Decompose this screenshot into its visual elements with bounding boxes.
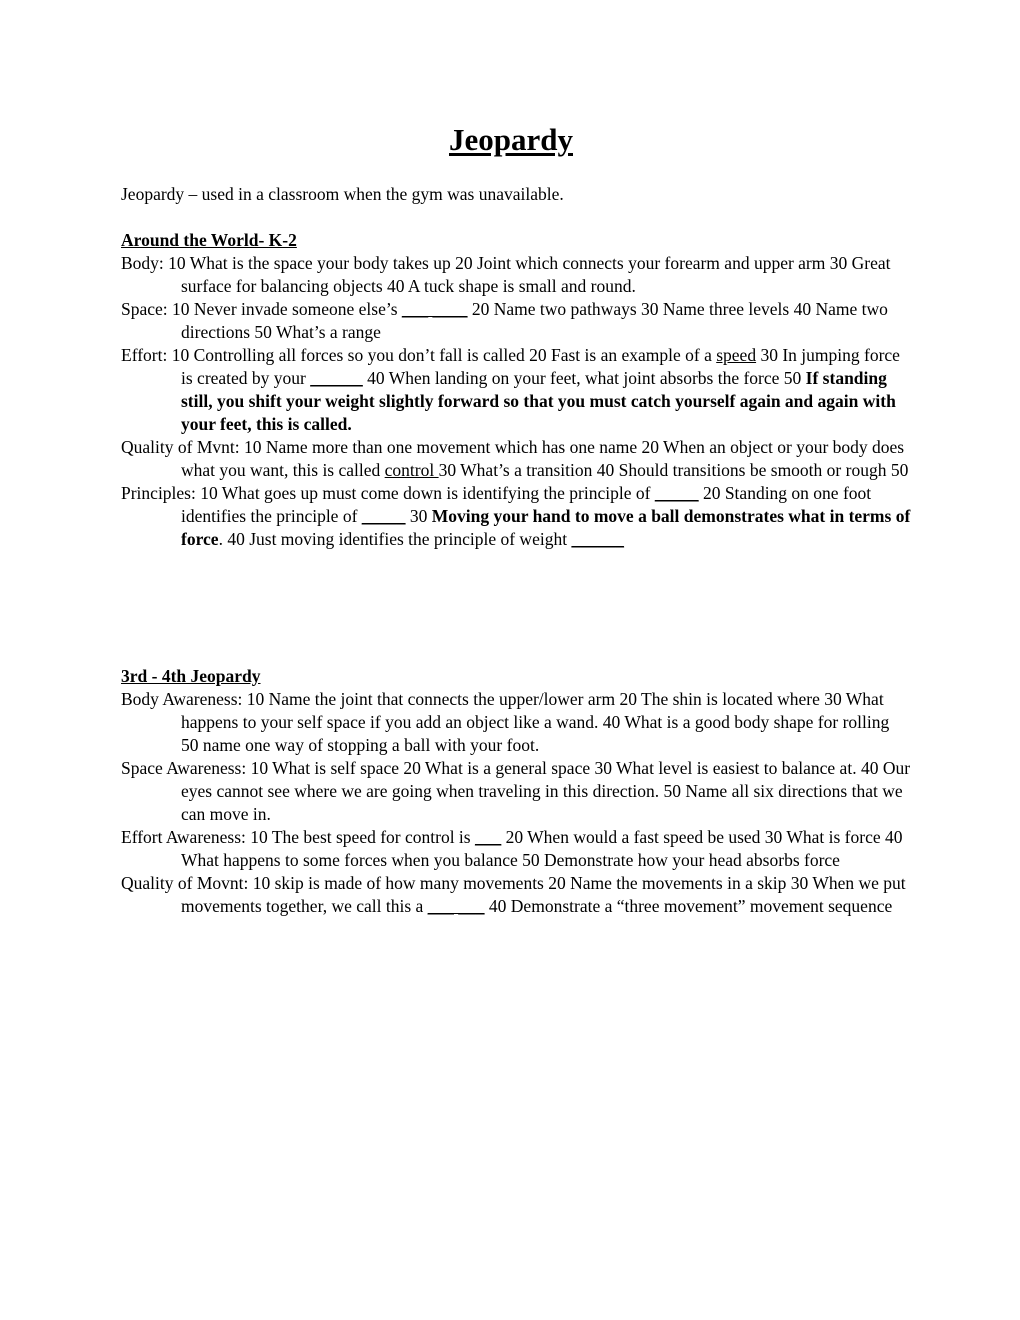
entry-text: 40 When landing on your feet, what joint absorbs the force 50	[362, 368, 806, 388]
question-entry	[121, 344, 911, 436]
entry-text: Quality of Movnt: 10 skip is made of how many movements 20 Name the movements in a skip 30 When we put movements together, we call this a	[121, 873, 906, 916]
entry-text: 30	[405, 506, 432, 526]
underlined-text: ___ ____	[401, 299, 468, 319]
section-entries	[121, 252, 911, 551]
entry-text: Space Awareness: 10 What is self space 20 What is a general space 30 What level is easiest to balance at. 40 Our eyes cannot see where we are going when traveling in this direction. 50 Name all six directions that we can move in.	[121, 758, 911, 824]
section-heading: 3rd - 4th Jeopardy	[121, 666, 261, 686]
underlined-text: ______	[310, 368, 363, 388]
bold-text: Moving your hand to move a ball demonstrates what in terms of force	[181, 506, 911, 549]
entry-text: . 40 Just moving identifies the principle of weight	[218, 529, 572, 549]
entry-text: Space: 10 Never invade someone else’s	[121, 299, 402, 319]
question-entry	[121, 757, 911, 826]
entry-text: 30 In jumping force is created by your	[181, 345, 900, 388]
entry-text: 30 What’s a transition 40 Should transitions be smooth or rough 50	[438, 460, 909, 480]
intro-text: Jeopardy – used in a classroom when the gym was unavailable.	[121, 184, 564, 204]
underlined-text: ______	[571, 529, 624, 549]
entry-text: Body Awareness: 10 Name the joint that connects the upper/lower arm 20 The shin is located where 30 What happens to your self space if you add an object like a wand. 40 What is a good body shape for rolling 50 name one way of stopping a ball with your foot.	[121, 689, 890, 755]
underlined-text: ___	[474, 827, 502, 847]
question-entry	[121, 688, 911, 757]
entry-text: Principles: 10 What goes up must come down is identifying the principle of	[121, 483, 655, 503]
question-entry	[121, 252, 911, 298]
section-3rd-4th-jeopardy	[121, 665, 911, 918]
entry-text: Body: 10 What is the space your body takes up 20 Joint which connects your forearm and upper arm 30 Great surface for balancing objects 40 A tuck shape is small and round.	[121, 253, 891, 296]
question-entry	[121, 872, 911, 918]
underlined-text: control	[384, 460, 439, 480]
entry-text: Quality of Mvnt: 10 Name more than one movement which has one name 20 When an object or your body does what you want, this is called	[121, 437, 905, 480]
underlined-text: _____	[654, 483, 699, 503]
entry-text: Effort: 10 Controlling all forces so you don’t fall is called 20 Fast is an example of a	[121, 345, 717, 365]
entry-text: 20 Standing on one foot identifies the principle of	[181, 483, 872, 526]
underlined-text: _____	[361, 506, 406, 526]
question-entry	[121, 436, 911, 482]
section-entries	[121, 688, 911, 918]
entry-text: Effort Awareness: 10 The best speed for control is	[121, 827, 475, 847]
section-heading: Around the World- K-2	[121, 230, 297, 250]
question-entry	[121, 298, 911, 344]
entry-text: 40 Demonstrate a “three movement” movement sequence	[484, 896, 893, 916]
entry-text: 20 When would a fast speed be used 30 What is force 40 What happens to some forces when you balance 50 Demonstrate how your head absorbs force	[181, 827, 903, 870]
section-around-the-world	[121, 229, 911, 551]
underlined-text: ___ ___	[427, 896, 485, 916]
underlined-text: speed	[716, 345, 757, 365]
entry-text: 20 Name two pathways 30 Name three levels 40 Name two directions 50 What’s a range	[181, 299, 888, 342]
bold-text: If standing still, you shift your weight slightly forward so that you must catch yourself again and again with your feet, this is called.	[181, 368, 896, 434]
question-entry	[121, 482, 911, 551]
question-entry	[121, 826, 911, 872]
page-title: Jeopardy	[449, 122, 573, 157]
